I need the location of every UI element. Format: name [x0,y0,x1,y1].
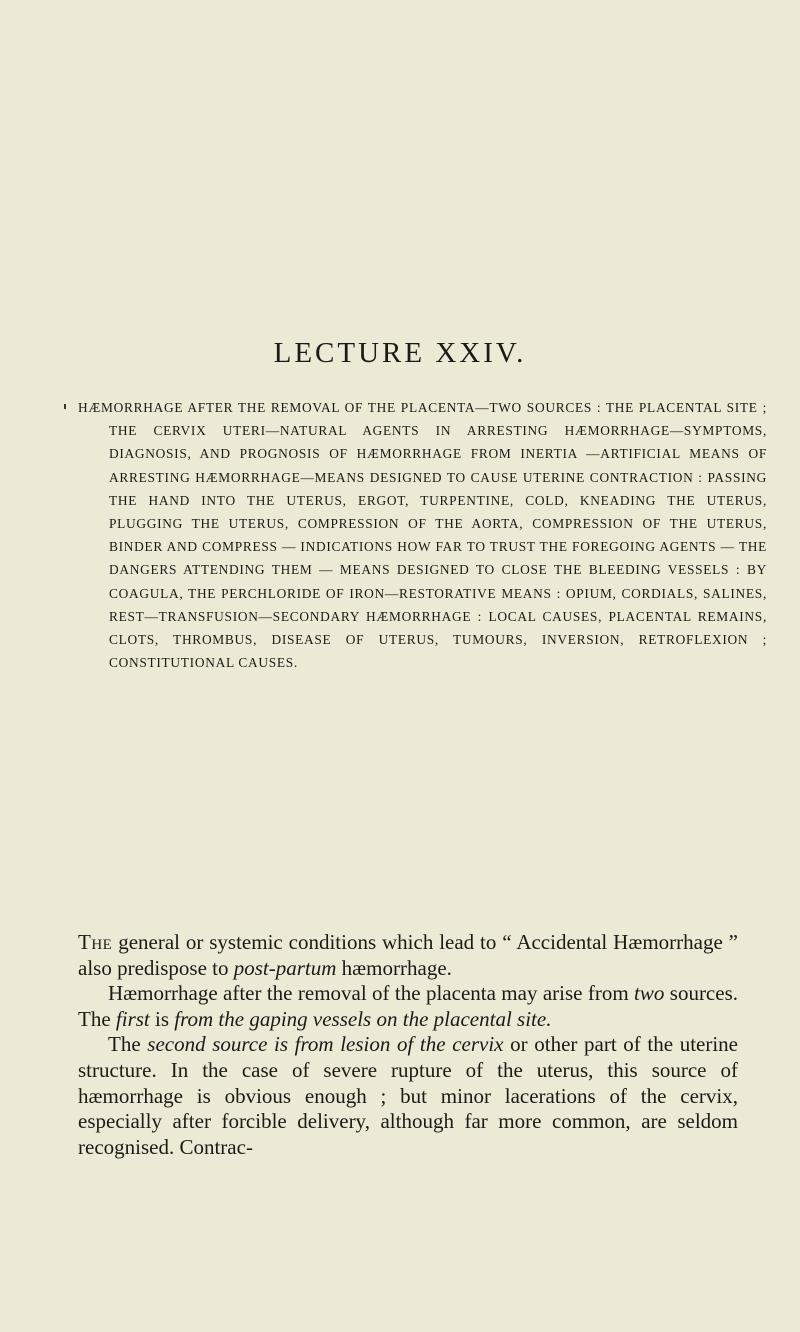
paragraph-italic: second source is from lesion of the cervix [147,1032,504,1057]
paragraph-text: or other part of the uterine structure. In the case of severe rupture of the uterus, this source of hæmorrhage is obvious enough ; but minor lacerations of the cervix, especially after forcible delivery, although far more common, are seldom recognised. Contrac- [78,1032,738,1159]
body-text [78,930,738,1160]
lecture-heading: LECTURE XXIV. [273,337,527,369]
paragraph-italic: two [634,981,665,1006]
paragraph-text: hæmorrhage. [336,955,452,980]
paragraph-text: sources. The [78,981,738,1031]
paragraph-text: The [108,1032,148,1057]
margin-mark [64,404,66,409]
paragraph-1 [78,930,738,981]
paragraph-text: Hæmorrhage after the removal of the placenta may arise from [108,981,635,1006]
paragraph-italic: from the gaping vessels on the placental site. [174,1006,552,1031]
paragraph-2 [78,981,738,1032]
paragraph-3 [78,1032,738,1160]
paragraph-italic: post-partum [233,955,337,980]
paragraph-text: general or systemic conditions which lead to “ Accidental Hæmorrhage ” also predispose to [78,930,738,980]
paragraph-lead-word: The [78,930,113,954]
chapter-summary: HÆMORRHAGE AFTER THE REMOVAL OF THE PLACENTA—TWO SOURCES : THE PLACENTAL SITE ; THE CERVIX UTERI—NATURAL AGENTS IN ARRESTING HÆMORRHAGE—SYMPTOMS, DIAGNOSIS, AND PROGNOSIS OF HÆMORRHAGE FROM INERTIA —ARTIFICIAL MEANS OF ARRESTING HÆMORRHAGE—MEANS DESIGNED TO CAUSE UTERINE CONTRACTION : PASSING THE HAND INTO THE UTERUS, ERGOT, TURPENTINE, COLD, KNEADING THE UTERUS, PLUGGING THE UTERUS, COMPRESSION OF THE AORTA, COMPRESSION OF THE UTERUS, BINDER AND COMPRESS — INDICATIONS HOW FAR TO TRUST THE FOREGOING AGENTS — THE DANGERS ATTENDING THEM — MEANS DESIGNED TO CLOSE THE BLEEDING VESSELS : BY COAGULA, THE PERCHLORIDE OF IRON—RESTORATIVE MEANS : OPIUM, CORDIALS, SALINES, REST—TRANSFUSION—SECONDARY HÆMORRHAGE : LOCAL CAUSES, PLACENTAL REMAINS, CLOTS, THROMBUS, DISEASE OF UTERUS, TUMOURS, INVERSION, RETROFLEXION ; CONSTITUTIONAL CAUSES. [78,400,767,671]
paragraph-italic: first [115,1006,150,1031]
paragraph-text: is [149,1006,175,1031]
